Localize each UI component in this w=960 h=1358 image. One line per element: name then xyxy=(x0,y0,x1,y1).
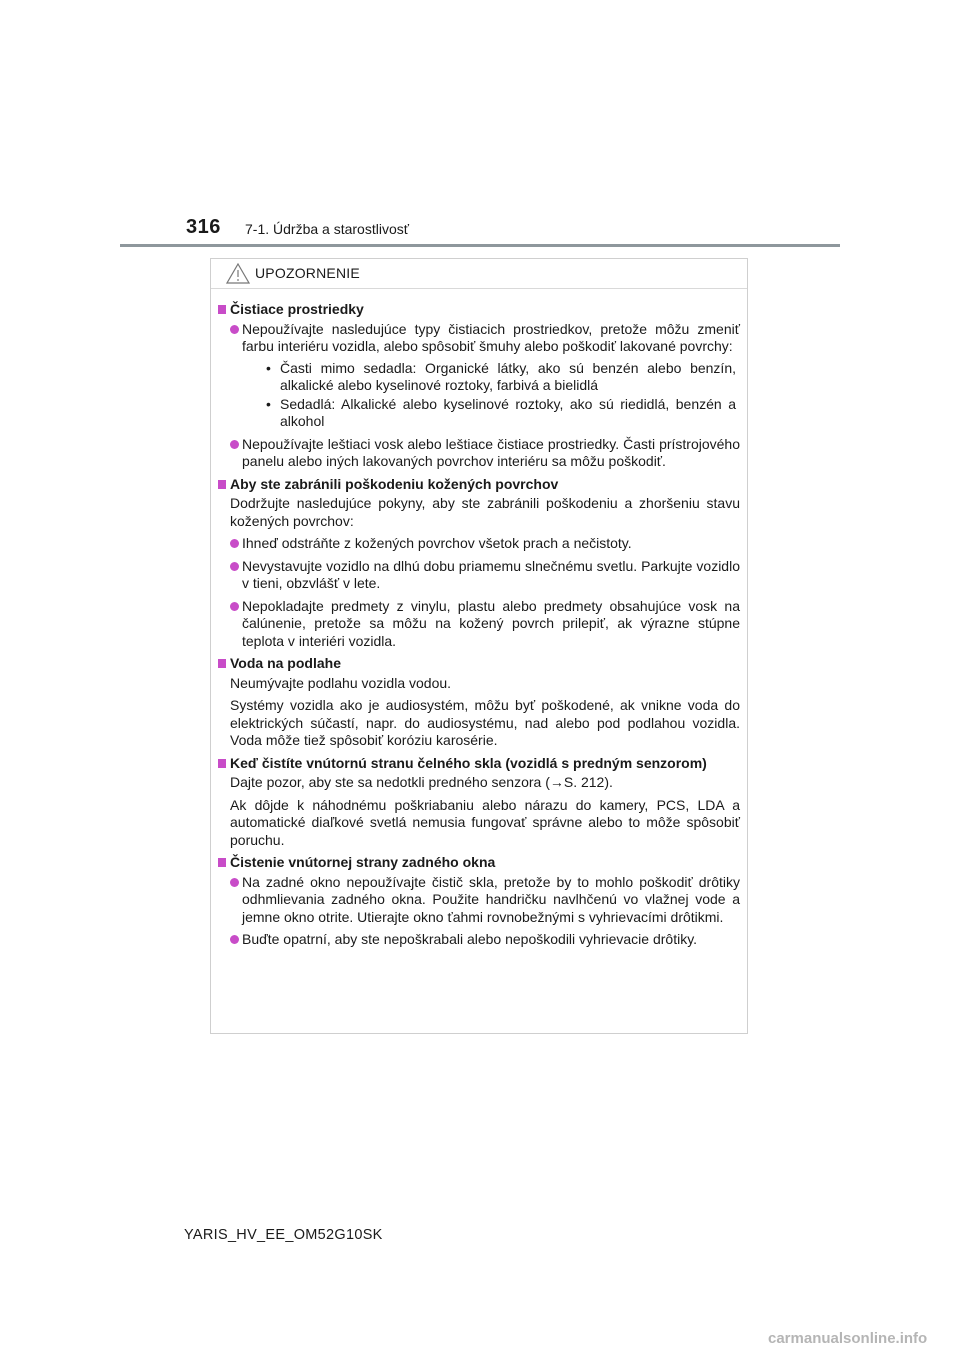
paragraph: Ak dôjde k náhodnému poškriabaniu alebo nárazu do kamery, PCS, LDA a automatické diaľkové svetlá nemusia fungovať správne alebo to môže spôsobiť poruchu. xyxy=(230,796,740,848)
bullet-item xyxy=(218,436,740,471)
warning-body xyxy=(211,289,747,949)
round-bullet-icon xyxy=(230,325,239,334)
warning-box xyxy=(210,258,748,1034)
sub-bullet-mark: • xyxy=(266,395,271,412)
bullet-text: Nepokladajte predmety z vinylu, plastu alebo predmety obsahujúce vosk na čalúnenie, pretože sa môžu na kožený povrch prilepiť, ak výrazne stúpne teplota v interiéri vozidla. xyxy=(242,597,740,649)
paragraph: Systémy vozidla ako je audiosystém, môžu byť poškodené, ak vnikne voda do elektrických súčastí, napr. do audiosystému, nad alebo pod podlahou vozidla. Voda môže tiež spôsobiť koróziu karosérie. xyxy=(230,697,740,748)
round-bullet-icon xyxy=(230,878,239,887)
section-heading-text: Čistenie vnútornej strany zadného okna xyxy=(230,854,496,870)
section-heading xyxy=(218,755,740,773)
round-bullet-icon xyxy=(230,539,239,548)
section-heading-text: Voda na podlahe xyxy=(230,655,341,671)
section-title: 7-1. Údržba a starostlivosť xyxy=(245,221,409,237)
square-bullet-icon xyxy=(218,659,226,668)
bullet-item xyxy=(218,931,740,949)
paragraph: Neumývajte podlahu vozidla vodou. xyxy=(230,674,452,691)
sub-item-text: Sedadlá: Alkalické alebo kyselinové roztoky, ako sú riedidlá, benzén a alkohol xyxy=(280,395,736,429)
bullet-text: Ihneď odstráňte z kožených povrchov všetok prach a nečistoty. xyxy=(242,535,632,551)
header-rule xyxy=(120,244,840,247)
bullet-text: Nepoužívajte nasledujúce typy čistiacich prostriedkov, pretože môžu zmeniť farbu interiéru vozidla, alebo spôsobiť šmuhy alebo poškodiť lakované povrchy: xyxy=(242,320,740,354)
warning-section xyxy=(218,655,740,750)
warning-section xyxy=(218,755,740,850)
warning-section xyxy=(218,301,740,471)
square-bullet-icon xyxy=(218,305,226,314)
sub-list xyxy=(242,360,740,431)
sub-item-text: Časti mimo sedadla: Organické látky, ako sú benzén alebo benzín, alkalické alebo kyselinové roztoky, farbivá a bielidlá xyxy=(280,359,736,393)
bullet-item xyxy=(218,598,740,651)
square-bullet-icon xyxy=(218,759,226,768)
sub-item xyxy=(242,360,740,395)
section-heading xyxy=(218,476,740,494)
warning-triangle-icon xyxy=(226,263,250,284)
bullet-text: Buďte opatrní, aby ste nepoškrabali alebo nepoškodili vyhrievacie drôtiky. xyxy=(242,931,698,947)
section-heading xyxy=(218,655,740,673)
section-heading xyxy=(218,301,740,319)
warning-section xyxy=(218,854,740,949)
square-bullet-icon xyxy=(218,858,226,867)
warning-label: UPOZORNENIE xyxy=(255,265,360,281)
bullet-item xyxy=(218,321,740,431)
round-bullet-icon xyxy=(230,562,239,571)
square-bullet-icon xyxy=(218,480,226,489)
paragraph: Dajte pozor, aby ste sa nedotkli predného senzora (→S. 212). xyxy=(230,774,613,790)
sub-item xyxy=(242,396,740,431)
page-number: 316 xyxy=(186,216,221,238)
section-heading-text: Čistiace prostriedky xyxy=(230,301,364,317)
section-heading xyxy=(218,854,740,872)
round-bullet-icon xyxy=(230,935,239,944)
bullet-text: Nevystavujte vozidlo na dlhú dobu priamemu slnečnému svetlu. Parkujte vozidlo v tieni, obzvlášť v lete. xyxy=(242,557,740,591)
bullet-text: Nepoužívajte leštiaci vosk alebo leštiace čistiace prostriedky. Časti prístrojového panelu alebo iných lakovaných povrchov interiéru sa môžu poškodiť. xyxy=(242,435,740,469)
paragraph: Dodržujte nasledujúce pokyny, aby ste zabránili poškodeniu a zhoršeniu stavu kožených povrchov: xyxy=(230,495,740,529)
section-heading-text: Aby ste zabránili poškodeniu kožených povrchov xyxy=(230,475,559,492)
warning-header xyxy=(211,259,747,289)
bullet-item xyxy=(218,558,740,593)
round-bullet-icon xyxy=(230,602,239,611)
watermark: carmanualsonline.info xyxy=(768,1330,928,1347)
bullet-item xyxy=(218,874,740,927)
bullet-item xyxy=(218,535,740,553)
sub-bullet-mark: • xyxy=(266,359,271,376)
round-bullet-icon xyxy=(230,440,239,449)
section-heading-text: Keď čistíte vnútornú stranu čelného skla (vozidlá s predným senzorom) xyxy=(230,754,707,771)
warning-section xyxy=(218,476,740,651)
bullet-text: Na zadné okno nepoužívajte čistič skla, pretože by to mohlo poškodiť drôtiky odhmlievania zadného okna. Použite handričku navlhčenú vo vlažnej vode a jemne okno otrite. Utierajte okno ťahmi rovnobežnými s vyhrievacími drôtikmi. xyxy=(242,873,740,925)
document-code: YARIS_HV_EE_OM52G10SK xyxy=(184,1227,383,1243)
